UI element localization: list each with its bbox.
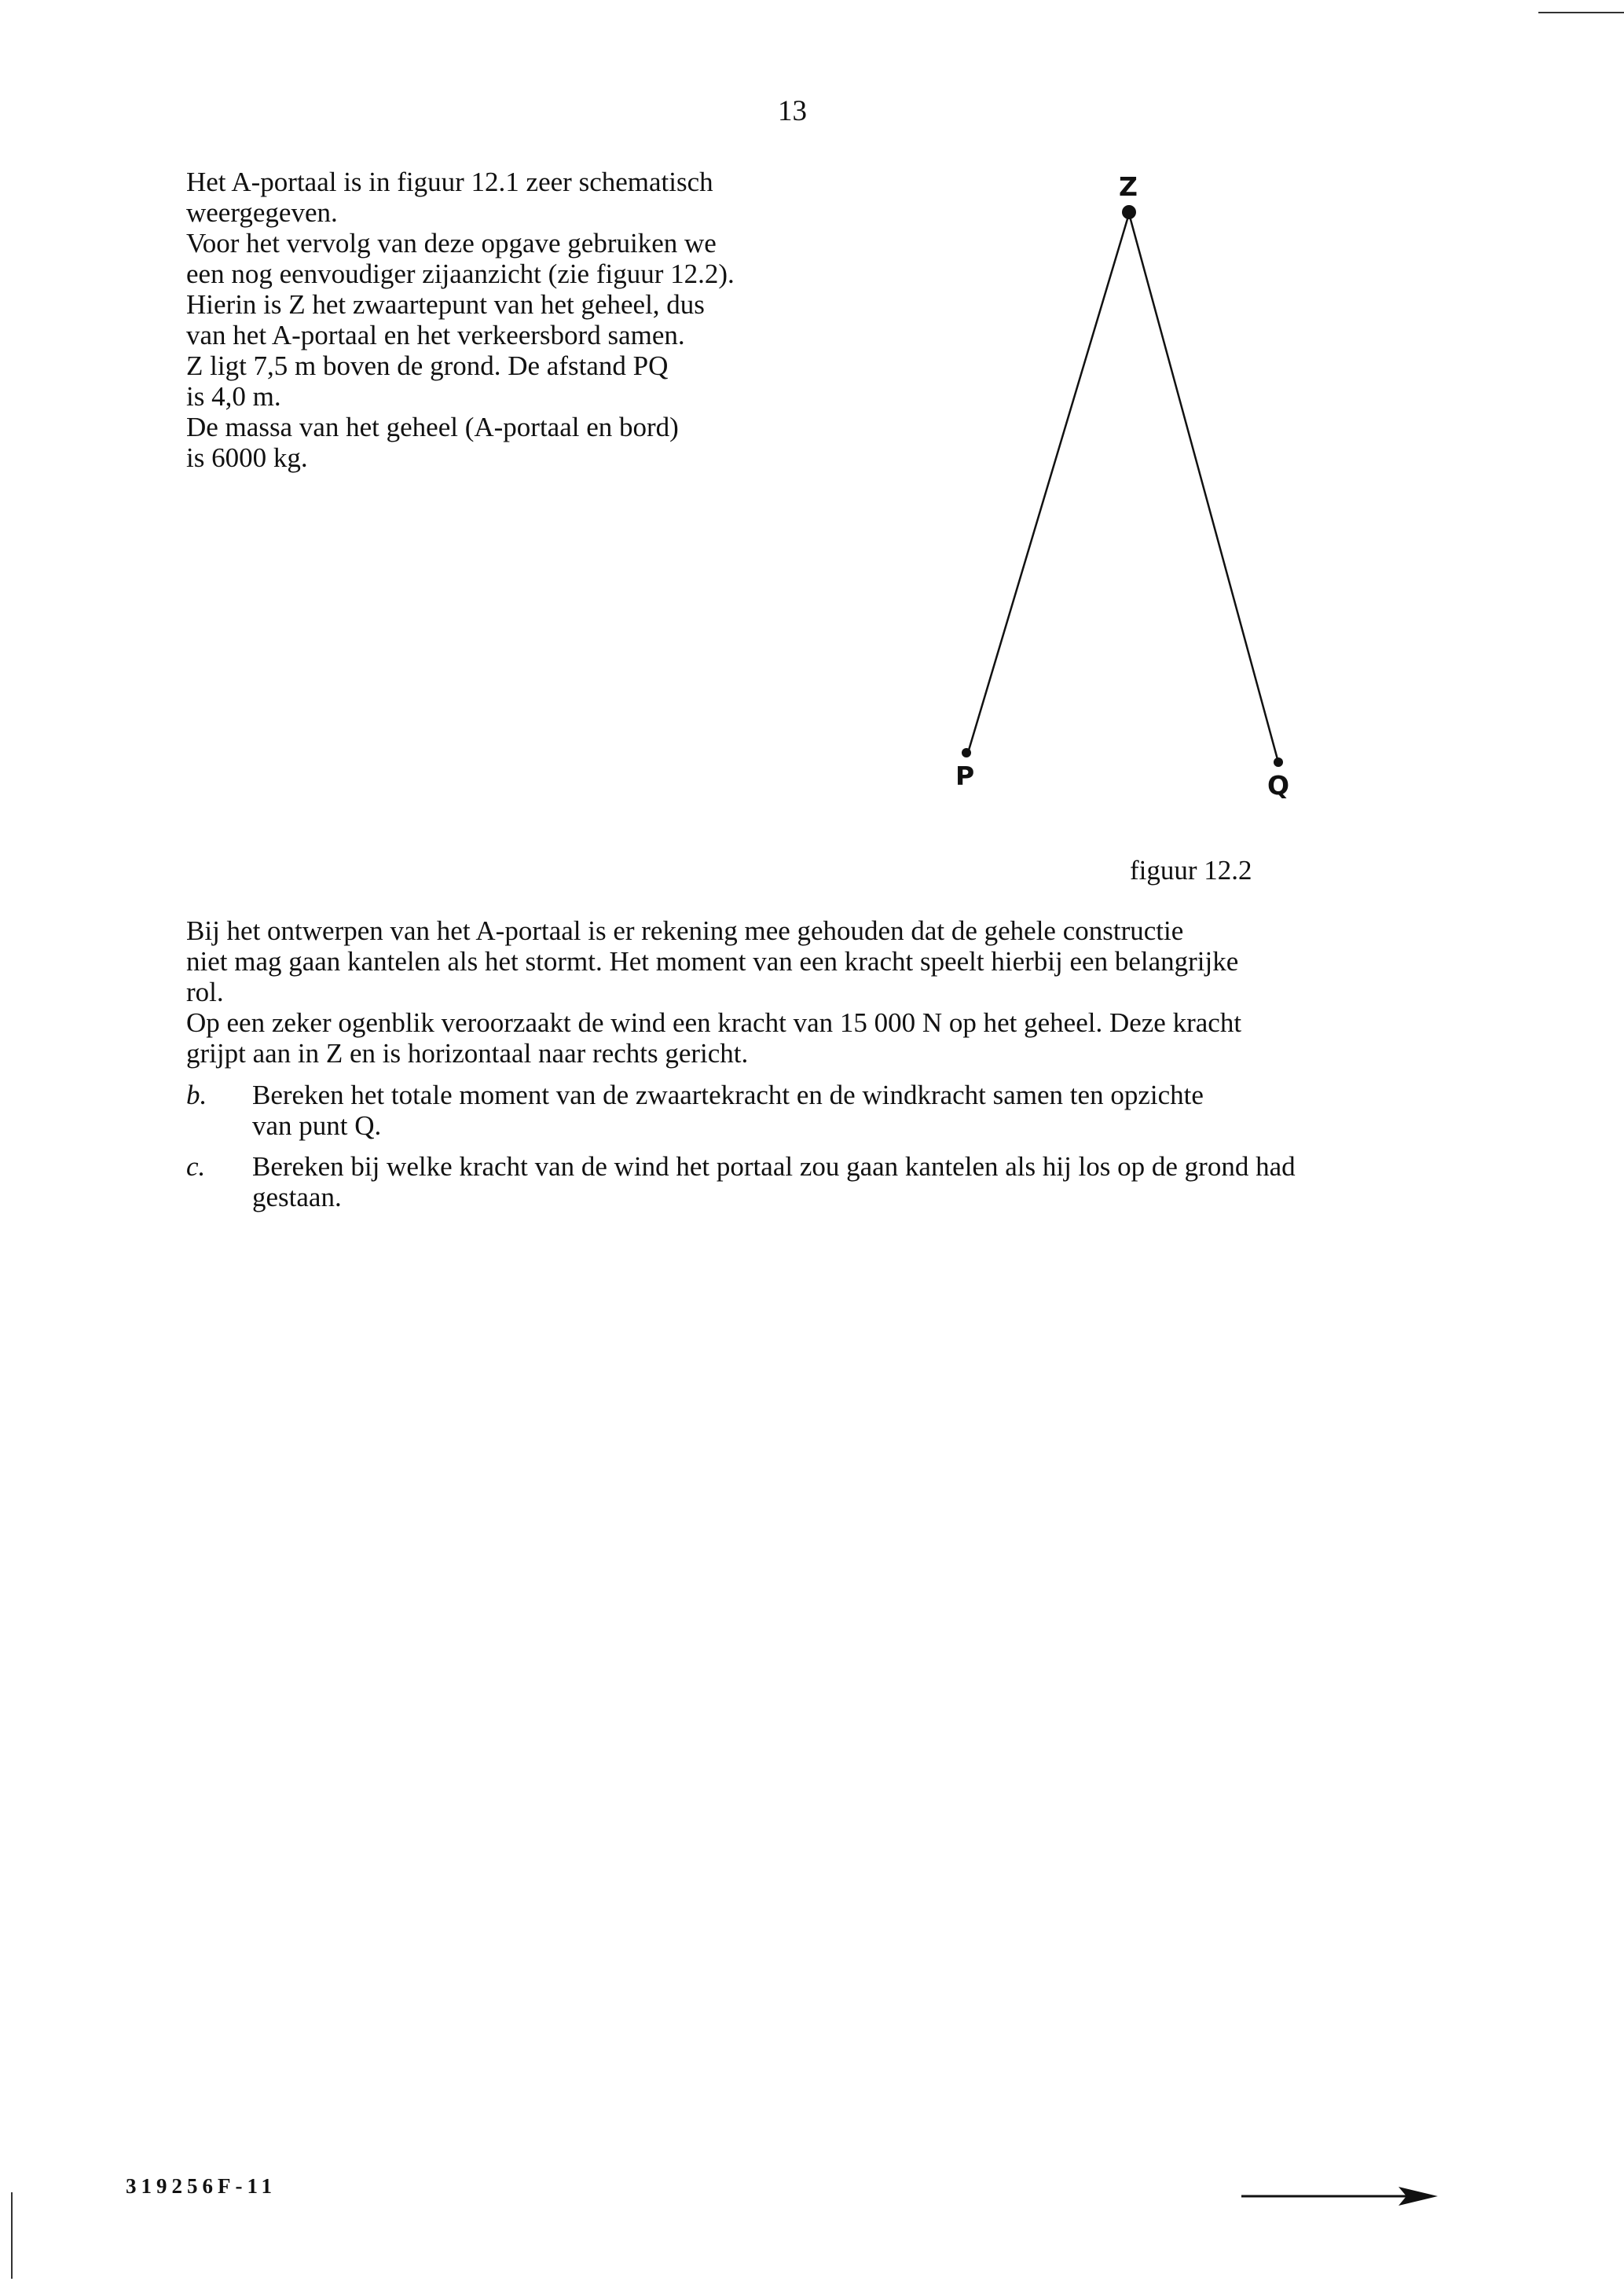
body-line: Op een zeker ogenblik veroorzaakt de wind een kracht van 15 000 N op het geheel. Deze kracht bbox=[186, 1007, 1242, 1038]
body-line: Bij het ontwerpen van het A-portaal is er rekening mee gehouden dat de gehele constructie bbox=[186, 915, 1184, 946]
question-line: van punt Q. bbox=[252, 1110, 382, 1141]
body-line: rol. bbox=[186, 977, 224, 1007]
footer-code: 319256F-11 bbox=[126, 2174, 277, 2198]
intro-line: Het A-portaal is in figuur 12.1 zeer schematisch bbox=[186, 167, 713, 197]
a-frame-diagram bbox=[927, 149, 1304, 809]
intro-line: een nog eenvoudiger zijaanzicht (zie figuur 12.2). bbox=[186, 259, 735, 289]
question-line: Bereken bij welke kracht van de wind het portaal zou gaan kantelen als hij los op de grond had bbox=[252, 1151, 1296, 1182]
intro-line: Voor het vervolg van deze opgave gebruiken we bbox=[186, 228, 717, 259]
intro-line: van het A-portaal en het verkeersbord samen. bbox=[186, 320, 685, 350]
intro-line: is 6000 kg. bbox=[186, 442, 308, 473]
intro-paragraph bbox=[186, 167, 862, 473]
intro-line: Z ligt 7,5 m boven de grond. De afstand PQ bbox=[186, 350, 669, 381]
scan-edge-mark-left bbox=[11, 2192, 13, 2279]
figure-12-2 bbox=[927, 149, 1304, 813]
intro-line: De massa van het geheel (A-portaal en bord) bbox=[186, 412, 679, 442]
label-z: Z bbox=[1119, 171, 1138, 202]
question-text bbox=[252, 1080, 1204, 1141]
label-p: P bbox=[955, 761, 975, 791]
scan-edge-mark-top bbox=[1538, 12, 1624, 13]
point-z-dot bbox=[1122, 205, 1136, 219]
label-q: Q bbox=[1267, 770, 1290, 801]
intro-line: Hierin is Z het zwaartepunt van het geheel, dus bbox=[186, 289, 705, 320]
body-line: niet mag gaan kantelen als het stormt. Het moment van een kracht speelt hierbij een belangrijke bbox=[186, 946, 1239, 977]
page-number: 13 bbox=[778, 95, 807, 127]
question-line: Bereken het totale moment van de zwaartekracht en de windkracht samen ten opzichte bbox=[252, 1080, 1204, 1110]
body-line: grijpt aan in Z en is horizontaal naar rechts gericht. bbox=[186, 1038, 749, 1069]
intro-line: weergegeven. bbox=[186, 197, 338, 228]
arrow-right-icon bbox=[1241, 2180, 1438, 2216]
question-letter: b. bbox=[186, 1080, 207, 1110]
intro-line: is 4,0 m. bbox=[186, 381, 281, 412]
question-text bbox=[252, 1151, 1296, 1212]
body-paragraph bbox=[186, 915, 1475, 1069]
question-letter: c. bbox=[186, 1151, 206, 1182]
leg-zp-line bbox=[968, 214, 1129, 753]
question-line: gestaan. bbox=[252, 1182, 342, 1212]
point-p-dot bbox=[962, 748, 971, 757]
leg-zq-line bbox=[1129, 214, 1278, 762]
point-q-dot bbox=[1274, 757, 1283, 767]
figure-caption: figuur 12.2 bbox=[1130, 855, 1252, 886]
